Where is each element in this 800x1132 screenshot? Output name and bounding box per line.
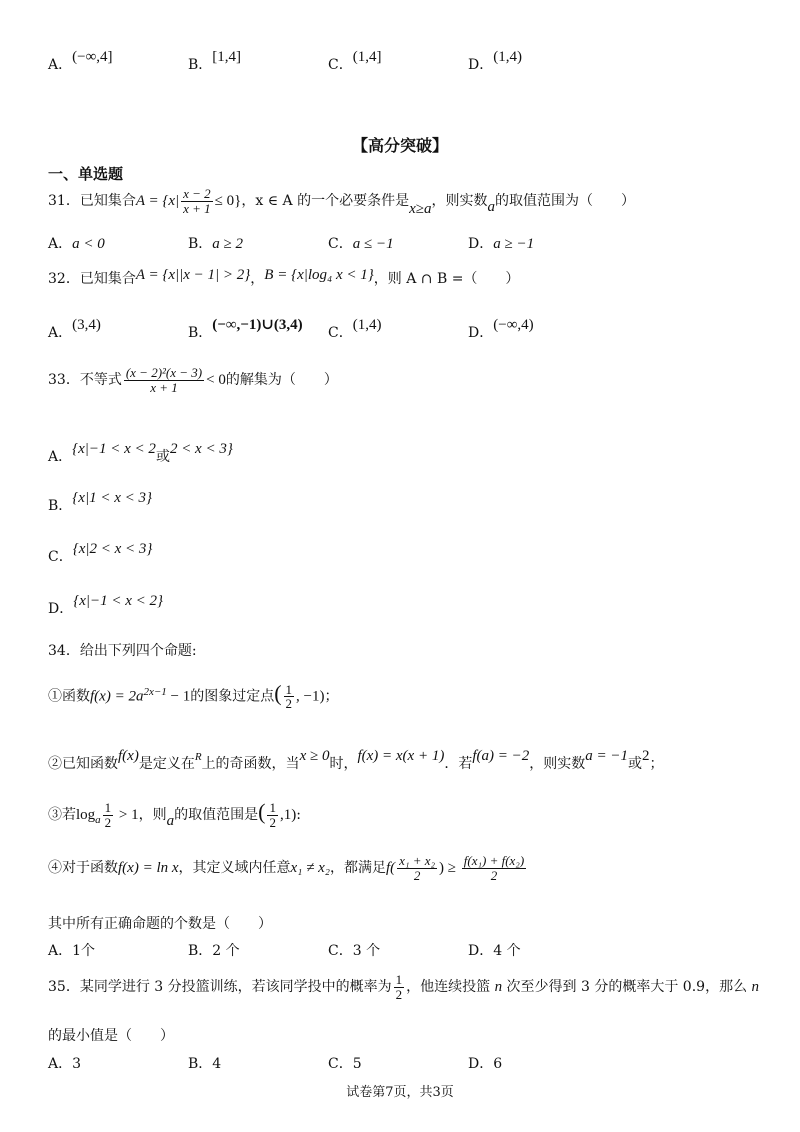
fraction-denominator: x + 1 xyxy=(150,379,178,395)
fraction-denominator: 2 xyxy=(285,696,293,712)
option-math: a ≤ −1 xyxy=(352,236,394,252)
option-math: 2 < x < 3} xyxy=(169,441,233,457)
question-text: 的取值范围为（ ） xyxy=(494,193,635,209)
option-label: A． xyxy=(48,325,73,341)
page-footer: 试卷第7页，共3页 xyxy=(346,1085,454,1100)
question-number: 33． xyxy=(48,372,80,388)
question-35-line2: 的最小值是（ ） xyxy=(48,1028,174,1044)
proposition-text: ．若 xyxy=(444,756,473,772)
q34-option-c xyxy=(328,940,380,960)
question-text: ， xyxy=(250,271,265,287)
q33-option-b xyxy=(48,487,152,514)
fraction xyxy=(462,854,526,882)
set-a: A = {x||x − 1| > 2} xyxy=(135,267,251,283)
option-math: {x|−1 < x < 2} xyxy=(73,593,164,609)
proposition-math: − 1 xyxy=(166,688,191,705)
q34-option-a xyxy=(48,940,95,960)
option-text: 4 xyxy=(212,1056,222,1072)
proposition-math: R xyxy=(194,751,202,763)
question-text: 某同学进行 3 分投篮训练，若该同学投中的概率为 xyxy=(79,979,392,995)
top-option-d xyxy=(468,49,522,74)
option-math: {x|1 < x < 3} xyxy=(72,490,152,506)
fraction-denominator: 2 xyxy=(104,814,112,830)
variable: a xyxy=(487,199,495,215)
option-math: (1,4) xyxy=(352,317,382,333)
question-text: 给出下列四个命题: xyxy=(79,643,197,659)
fraction-denominator: 2 xyxy=(395,986,403,1002)
q34-option-b xyxy=(188,940,240,960)
fraction xyxy=(267,801,278,829)
proposition-text: ； xyxy=(649,756,664,772)
proposition-text: ①函数 xyxy=(48,688,90,705)
fraction xyxy=(394,973,405,1001)
condition: x≥a xyxy=(409,201,432,217)
relation: < 0 xyxy=(206,372,226,388)
option-text: 5 xyxy=(352,1056,362,1072)
option-label: D． xyxy=(468,236,494,252)
exponent: 2x−1 xyxy=(143,686,167,698)
option-label: A． xyxy=(48,943,73,959)
fraction-numerator: 1 xyxy=(285,681,293,697)
option-label: B． xyxy=(188,325,213,341)
option-text: 2 个 xyxy=(212,943,240,959)
proposition-text: ②已知函数 xyxy=(48,756,118,772)
proposition-math: f(x) = 2a xyxy=(90,688,144,705)
proposition-text: ，都满足 xyxy=(330,860,386,876)
q35-option-c xyxy=(328,1053,362,1073)
fraction xyxy=(103,801,114,829)
set-tail: ≤ 0} xyxy=(214,193,242,209)
fraction-numerator: x₁ + x₂ xyxy=(399,852,436,868)
option-text: 6 xyxy=(493,1056,503,1072)
option-math: (−∞,4) xyxy=(493,317,534,333)
option-label: A． xyxy=(48,1056,73,1072)
option-math: a ≥ 2 xyxy=(212,236,244,252)
option-label: C． xyxy=(328,236,353,252)
question-number: 35． xyxy=(48,979,80,995)
question-text: ，他连续投篮 xyxy=(406,979,495,995)
question-34-prompt: 其中所有正确命题的个数是（ ） xyxy=(48,916,272,932)
proposition-math: , −1) xyxy=(296,688,325,705)
question-text: 已知集合 xyxy=(79,193,136,209)
option-label: C． xyxy=(328,57,353,73)
fraction-denominator: 2 xyxy=(413,867,421,883)
q35-option-a xyxy=(48,1053,81,1073)
variable: n xyxy=(751,979,760,995)
fraction-numerator: 1 xyxy=(104,799,112,815)
proposition-text: ； xyxy=(324,688,339,705)
fraction-denominator: 2 xyxy=(490,867,498,883)
fraction xyxy=(181,187,213,215)
fraction-numerator: (x − 2)²(x − 3) xyxy=(125,364,203,380)
variable: a xyxy=(166,813,175,829)
option-text: 或 xyxy=(155,449,170,465)
proposition-text: 的图象过定点 xyxy=(190,688,275,705)
option-text: 4 个 xyxy=(493,943,521,959)
proposition-1 xyxy=(48,672,339,717)
q34-option-d xyxy=(468,940,521,960)
q32-option-b xyxy=(188,317,303,342)
q35-option-b xyxy=(188,1053,221,1073)
option-label: A． xyxy=(48,449,73,465)
proposition-3 xyxy=(48,792,301,840)
option-label: D． xyxy=(468,57,494,73)
question-text: 不等式 xyxy=(79,372,122,388)
question-text: 已知集合 xyxy=(79,271,136,287)
question-text: ，x ∈ A 的一个必要条件是 xyxy=(241,193,410,209)
option-math: a ≥ −1 xyxy=(493,236,535,252)
variable: n xyxy=(494,979,503,995)
fraction-denominator: x + 1 xyxy=(183,200,211,216)
q33-option-d xyxy=(48,590,164,617)
option-label: D． xyxy=(468,943,494,959)
fraction-numerator: 1 xyxy=(395,971,403,987)
q32-option-c xyxy=(328,317,382,342)
question-text: 的解集为（ ） xyxy=(225,372,338,388)
question-text: ，则 A ∩ B =（ ） xyxy=(373,271,520,287)
question-35 xyxy=(48,967,759,1007)
proposition-text: 是定义在 xyxy=(138,756,195,772)
option-label: C． xyxy=(328,1056,353,1072)
paren: ( xyxy=(274,680,282,706)
proposition-math: x₁ ≠ x₂ xyxy=(290,860,330,876)
q33-option-c xyxy=(48,538,153,565)
q31-option-a xyxy=(48,233,105,253)
option-label: D． xyxy=(468,325,494,341)
option-text: 1个 xyxy=(72,943,96,959)
question-32 xyxy=(48,268,519,288)
option-label: C． xyxy=(48,549,73,565)
proposition-math: ,1) xyxy=(279,807,297,823)
option-math: {x|−1 < x < 2 xyxy=(72,441,156,457)
proposition-text: ④对于函数 xyxy=(48,860,118,876)
question-number: 32． xyxy=(48,271,80,287)
fraction-numerator: 1 xyxy=(269,799,276,815)
proposition-math: f(x) = x(x + 1) xyxy=(357,748,445,764)
question-33 xyxy=(48,363,338,397)
proposition-math: x ≥ 0 xyxy=(299,748,330,764)
option-math: (3,4) xyxy=(72,317,101,333)
proposition-text: 或 xyxy=(627,756,642,772)
proposition-text: ，则 xyxy=(138,807,167,823)
fraction xyxy=(284,683,295,711)
proposition-math: 2 xyxy=(641,748,650,764)
proposition-math: ) xyxy=(439,860,445,876)
fraction-denominator: 2 xyxy=(269,814,276,830)
proposition-text: ③若 xyxy=(48,807,76,823)
proposition-math: f(x) = ln x xyxy=(118,860,179,876)
top-option-a xyxy=(48,49,113,74)
option-math: (−∞,4] xyxy=(72,49,113,65)
question-number: 31． xyxy=(48,193,80,209)
question-31 xyxy=(48,186,635,216)
fraction xyxy=(397,854,437,882)
option-math: (1,4] xyxy=(352,49,382,65)
option-text: 3 个 xyxy=(352,943,381,959)
proposition-text: ，其定义域内任意 xyxy=(178,860,291,876)
option-label: B． xyxy=(188,943,213,959)
proposition-math: a = −1 xyxy=(585,748,628,764)
option-math: a < 0 xyxy=(72,236,105,252)
option-label: B． xyxy=(188,57,213,73)
proposition-4 xyxy=(48,846,528,890)
proposition-math: > 1 xyxy=(115,807,139,823)
proposition-2 xyxy=(48,741,663,772)
question-text: ，则实数 xyxy=(431,193,488,209)
fraction-numerator: f(x₁) + f(x₂) xyxy=(463,852,525,868)
proposition-math: f(x) xyxy=(118,748,139,764)
question-text: 次至少得到 3 分的概率大于 0.9，那么 xyxy=(502,979,752,995)
option-label: C． xyxy=(328,325,353,341)
option-label: B． xyxy=(188,1056,213,1072)
proposition-math: f(a) = −2 xyxy=(472,748,530,764)
proposition-math: log xyxy=(76,807,96,823)
option-label: B． xyxy=(188,236,213,252)
q31-option-b xyxy=(188,233,243,253)
fraction xyxy=(124,366,204,394)
proposition-math: f( xyxy=(386,860,396,876)
proposition-text: 上的奇函数，当 xyxy=(201,756,300,772)
option-math: {x|2 < x < 3} xyxy=(72,541,153,557)
top-option-c xyxy=(328,49,382,74)
subscript: a xyxy=(95,813,101,826)
fraction-numerator: x − 2 xyxy=(183,185,211,201)
q32-option-d xyxy=(468,317,534,342)
paren: ( xyxy=(258,799,266,824)
q31-option-d xyxy=(468,233,534,253)
option-label: D． xyxy=(48,601,74,617)
option-math: (−∞,−1)∪(3,4) xyxy=(212,317,303,333)
section-title: 【高分突破】 xyxy=(351,136,448,155)
subsection-title: 一、单选题 xyxy=(48,165,124,183)
top-option-b xyxy=(188,49,242,74)
option-text: 3 xyxy=(72,1056,82,1072)
q31-option-c xyxy=(328,233,394,253)
set-b: B = {x|log₄ x < 1} xyxy=(264,267,374,283)
proposition-math: ≥ xyxy=(444,860,460,876)
proposition-text: ，则实数 xyxy=(529,756,586,772)
q35-option-d xyxy=(468,1053,502,1073)
proposition-text: 时， xyxy=(329,756,358,772)
question-number: 34． xyxy=(48,643,80,659)
question-34 xyxy=(48,640,197,660)
option-label: A． xyxy=(48,57,73,73)
proposition-text: 的取值范围是 xyxy=(174,807,259,823)
option-label: A． xyxy=(48,236,73,252)
option-label: C． xyxy=(328,943,353,959)
q32-option-a xyxy=(48,317,101,342)
option-label: B． xyxy=(48,498,73,514)
q33-option-a xyxy=(48,438,233,465)
proposition-text: : xyxy=(296,807,301,823)
option-math: (1,4) xyxy=(493,49,522,65)
option-math: [1,4] xyxy=(212,49,242,65)
set-head: A = {x| xyxy=(135,193,180,209)
option-label: D． xyxy=(468,1056,494,1072)
